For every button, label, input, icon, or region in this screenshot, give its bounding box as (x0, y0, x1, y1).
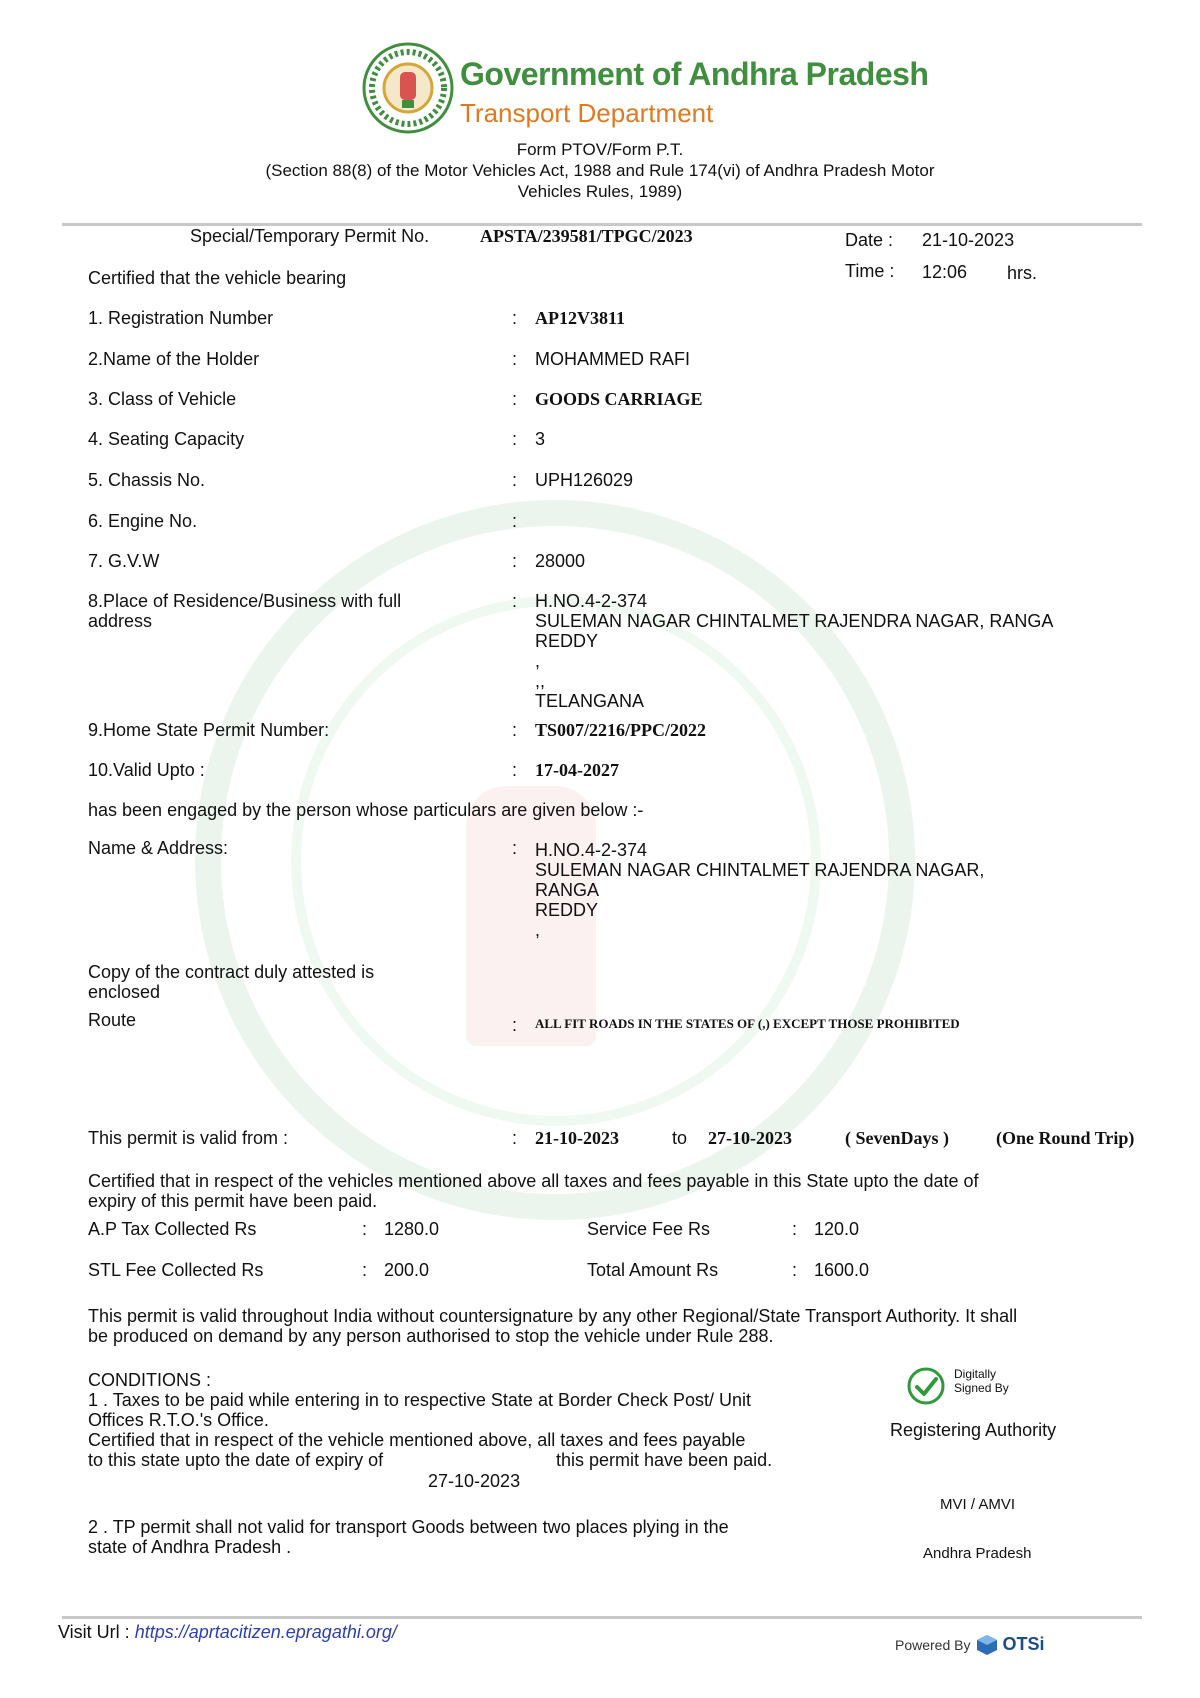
digitally-text: Digitally (954, 1367, 997, 1381)
signed-by-text: Signed By (954, 1381, 1009, 1395)
valid-upto-label: 10.Valid Upto : (88, 760, 205, 780)
seat-colon: : (512, 429, 518, 449)
copy-contract-line-2: enclosed (88, 982, 161, 1002)
addr-line-4: REDDY (535, 900, 599, 920)
signature-state: Andhra Pradesh (923, 1545, 1032, 1562)
validity-days: ( SevenDays ) (845, 1128, 949, 1148)
addr-line-1: H.NO.4-2-374 (535, 840, 648, 860)
addr-line-2: SULEMAN NAGAR CHINTALMET RAJENDRA NAGAR, (535, 860, 985, 880)
divider-bottom (62, 1616, 1142, 1619)
seat-label: 4. Seating Capacity (88, 429, 245, 449)
time-hrs: hrs. (1007, 263, 1038, 283)
name-address-colon: : (512, 838, 518, 858)
reg-colon: : (512, 308, 518, 328)
tax-certified-text (88, 1171, 979, 1211)
route-value: ALL FIT ROADS IN THE STATES OF (,) EXCEPT THOSE PROHIBITED (535, 1016, 960, 1031)
section-line-1: (Section 88(8) of the Motor Vehicles Act, 1988 and Rule 174(vi) of Andhra Pradesh Motor (265, 161, 935, 180)
holder-label: 2.Name of the Holder (88, 349, 260, 369)
powered-by-text: Powered By (895, 1637, 971, 1653)
residence-line-2: SULEMAN NAGAR CHINTALMET RAJENDRA NAGAR, RANGA (535, 611, 1054, 631)
valid-from-colon: : (512, 1128, 518, 1148)
engine-label: 6. Engine No. (88, 511, 198, 531)
valid-from-label: This permit is valid from : (88, 1128, 289, 1148)
copy-contract-label (88, 962, 374, 1002)
residence-line-5: ,, (535, 671, 546, 691)
chassis-value: UPH126029 (535, 470, 634, 490)
holder-colon: : (512, 349, 518, 369)
residence-line-6: TELANGANA (535, 691, 645, 711)
ap-tax-value: 1280.0 (384, 1219, 440, 1239)
residence-label-line-2: address (88, 611, 153, 631)
seat-value: 3 (535, 429, 546, 449)
total-amount-label: Total Amount Rs (587, 1260, 719, 1280)
stl-fee-colon: : (362, 1260, 368, 1280)
india-validity-line-2: be produced on demand by any person authorised to stop the vehicle under Rule 288. (88, 1326, 774, 1346)
engaged-text: has been engaged by the person whose particulars are given below :- (88, 800, 644, 820)
gvw-value: 28000 (535, 551, 586, 571)
class-value: GOODS CARRIAGE (535, 389, 703, 409)
india-validity-line-1: This permit is valid throughout India without countersignature by any other Regional/State Transport Authority. It shall (88, 1306, 1018, 1326)
visit-url-link[interactable]: https://aprtacitizen.epragathi.org/ (134, 1622, 397, 1642)
home-permit-value: TS007/2216/PPC/2022 (535, 720, 707, 740)
condition-2 (88, 1517, 729, 1557)
checkmark-badge-icon (906, 1366, 946, 1406)
form-title: Form PTOV/Form P.T. (516, 140, 684, 159)
total-amount-value: 1600.0 (814, 1260, 870, 1280)
tax-certified-line-2: expiry of this permit have been paid. (88, 1191, 378, 1211)
condition-2-line-2: state of Andhra Pradesh . (88, 1537, 292, 1557)
valid-to-date: 27-10-2023 (708, 1128, 792, 1148)
residence-colon: : (512, 591, 518, 611)
stl-fee-label: STL Fee Collected Rs (88, 1260, 264, 1280)
visit-url-row (58, 1622, 397, 1643)
conditions-block (88, 1370, 858, 1470)
holder-value: MOHAMMED RAFI (535, 349, 690, 369)
otsi-cube-icon (976, 1634, 998, 1656)
condition-2-line-1: 2 . TP permit shall not valid for transport Goods between two places plying in the (88, 1517, 729, 1537)
registering-authority: Registering Authority (890, 1420, 1057, 1440)
residence-line-4: , (535, 651, 541, 671)
residence-label (88, 591, 401, 631)
reg-value: AP12V3811 (535, 308, 625, 328)
powered-by (895, 1634, 1045, 1656)
tax-certified-line-1: Certified that in respect of the vehicles mentioned above all taxes and fees payable in this State upto the date of (88, 1171, 979, 1191)
name-address-label: Name & Address: (88, 838, 229, 858)
gvw-label: 7. G.V.W (88, 551, 160, 571)
condition-1-line-2: Offices R.T.O.'s Office. (88, 1410, 269, 1430)
valid-upto-value: 17-04-2027 (535, 760, 619, 780)
dept-title: Transport Department (460, 98, 714, 128)
addr-line-3: RANGA (535, 880, 600, 900)
reg-label: 1. Registration Number (88, 308, 274, 328)
residence-label-line-1: 8.Place of Residence/Business with full (88, 591, 402, 611)
chassis-colon: : (512, 470, 518, 490)
condition-1-line-3: Certified that in respect of the vehicle mentioned above, all taxes and fees payable (88, 1430, 746, 1450)
chassis-label: 5. Chassis No. (88, 470, 206, 490)
route-colon: : (512, 1015, 518, 1035)
condition-1-date: 27-10-2023 (428, 1471, 521, 1491)
time-label: Time : (845, 261, 895, 281)
addr-line-5: , (535, 920, 541, 940)
ap-tax-label: A.P Tax Collected Rs (88, 1219, 257, 1239)
route-label: Route (88, 1010, 137, 1030)
permit-label: Special/Temporary Permit No. (190, 226, 430, 246)
valid-from-date: 21-10-2023 (535, 1128, 619, 1148)
ap-emblem-logo (362, 42, 454, 134)
gvw-colon: : (512, 551, 518, 571)
visit-url-label: Visit Url : (58, 1622, 130, 1642)
conditions-title: CONDITIONS : (88, 1370, 212, 1390)
service-fee-label: Service Fee Rs (587, 1219, 711, 1239)
residence-line-1: H.NO.4-2-374 (535, 591, 648, 611)
home-permit-colon: : (512, 720, 518, 740)
service-fee-colon: : (792, 1219, 798, 1239)
ap-tax-colon: : (362, 1219, 368, 1239)
residence-value (535, 591, 1053, 711)
time-value: 12:06 (922, 262, 968, 282)
condition-1-line-4a: to this state upto the date of expiry of (88, 1450, 384, 1470)
valid-to-word: to (672, 1128, 688, 1148)
copy-contract-line-1: Copy of the contract duly attested is (88, 962, 375, 982)
permit-number: APSTA/239581/TPGC/2023 (480, 226, 693, 246)
total-amount-colon: : (792, 1260, 798, 1280)
date-value: 21-10-2023 (922, 230, 1015, 250)
valid-upto-colon: : (512, 760, 518, 780)
date-label: Date : (845, 230, 894, 250)
section-line-2: Vehicles Rules, 1989) (517, 182, 683, 201)
digitally-signed (954, 1367, 1009, 1395)
residence-line-3: REDDY (535, 631, 599, 651)
gov-title: Government of Andhra Pradesh (460, 56, 929, 92)
class-label: 3. Class of Vehicle (88, 389, 237, 409)
engine-colon: : (512, 511, 518, 531)
home-permit-label: 9.Home State Permit Number: (88, 720, 330, 740)
india-validity-text (88, 1306, 1017, 1346)
certified-text: Certified that the vehicle bearing (88, 268, 347, 288)
class-colon: : (512, 389, 518, 409)
mvi-amvi: MVI / AMVI (940, 1496, 1016, 1513)
name-address-value (535, 840, 984, 940)
service-fee-value: 120.0 (814, 1219, 860, 1239)
stl-fee-value: 200.0 (384, 1260, 430, 1280)
otsi-brand: OTSi (1002, 1634, 1045, 1654)
condition-1-line-4b: this permit have been paid. (556, 1450, 773, 1470)
condition-1-line-1: 1 . Taxes to be paid while entering in to respective State at Border Check Post/ Unit (88, 1390, 752, 1410)
validity-trip: (One Round Trip) (996, 1128, 1135, 1148)
